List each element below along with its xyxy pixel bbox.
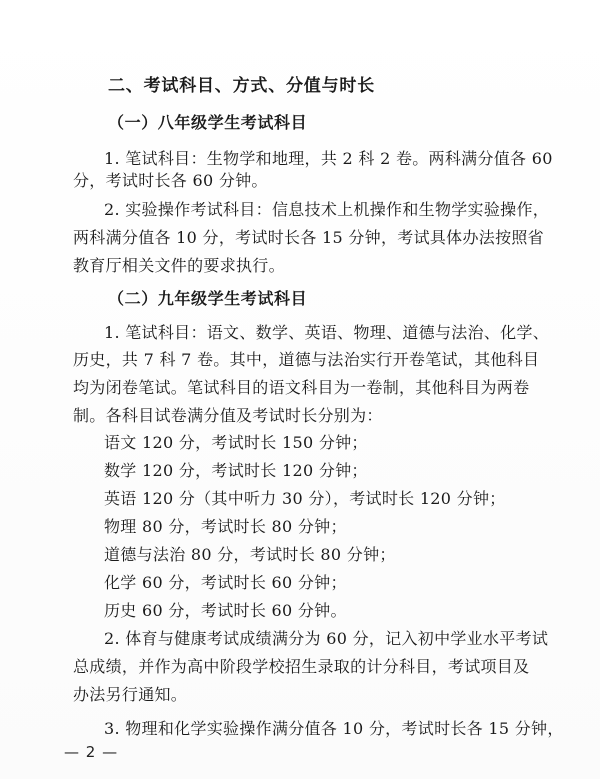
subject-math: 数学 120 分，考试时长 120 分钟；	[104, 461, 368, 480]
subsection-title-grade9: （二）九年级学生考试科目	[108, 289, 308, 308]
grade8-item1-line1: 1. 笔试科目：生物学和地理，共 2 科 2 卷。两科满分值各 60	[104, 149, 553, 168]
grade9-para-line2: 历史，共 7 科 7 卷。其中，道德与法治实行开卷笔试，其他科目	[73, 350, 540, 369]
subject-chemistry: 化学 60 分，考试时长 60 分钟；	[104, 573, 347, 592]
page-number: — 2 —	[64, 743, 119, 761]
subject-chinese: 语文 120 分，考试时长 150 分钟；	[104, 433, 368, 452]
section-heading: 二、考试科目、方式、分值与时长	[108, 76, 375, 96]
grade9-item3-line1: 3. 物理和化学实验操作满分值各 10 分，考试时长各 15 分钟，	[104, 719, 564, 738]
subject-english: 英语 120 分（其中听力 30 分），考试时长 120 分钟；	[104, 489, 506, 508]
subject-history: 历史 60 分，考试时长 60 分钟。	[104, 601, 347, 620]
subsection-title-grade8: （一）八年级学生考试科目	[108, 113, 308, 132]
grade9-item2-line1: 2. 体育与健康考试成绩满分为 60 分，记入初中学业水平考试	[104, 629, 549, 648]
grade8-item2-line2: 两科满分值各 10 分，考试时长各 15 分钟，考试具体办法按照省	[73, 228, 544, 247]
grade8-item1-line2: 分，考试时长各 60 分钟。	[73, 171, 268, 190]
grade9-para-line1: 1. 笔试科目：语文、数学、英语、物理、道德与法治、化学、	[104, 323, 550, 342]
grade9-item2-line2: 总成绩，并作为高中阶段学校招生录取的计分科目，考试项目及	[73, 657, 530, 676]
grade9-item2-line3: 办法另行通知。	[73, 685, 188, 704]
subject-physics: 物理 80 分，考试时长 80 分钟；	[104, 517, 347, 536]
subject-ethics-law: 道德与法治 80 分，考试时长 80 分钟；	[104, 545, 396, 564]
grade8-item2-line1: 2. 实验操作考试科目：信息技术上机操作和生物学实验操作，	[104, 200, 550, 219]
grade9-para-line3: 均为闭卷笔试。笔试科目的语文科目为一卷制，其他科目为两卷	[73, 378, 530, 397]
grade8-item2-line3: 教育厅相关文件的要求执行。	[73, 256, 285, 275]
grade9-para-line4: 制。各科目试卷满分值及考试时长分别为：	[73, 406, 383, 425]
